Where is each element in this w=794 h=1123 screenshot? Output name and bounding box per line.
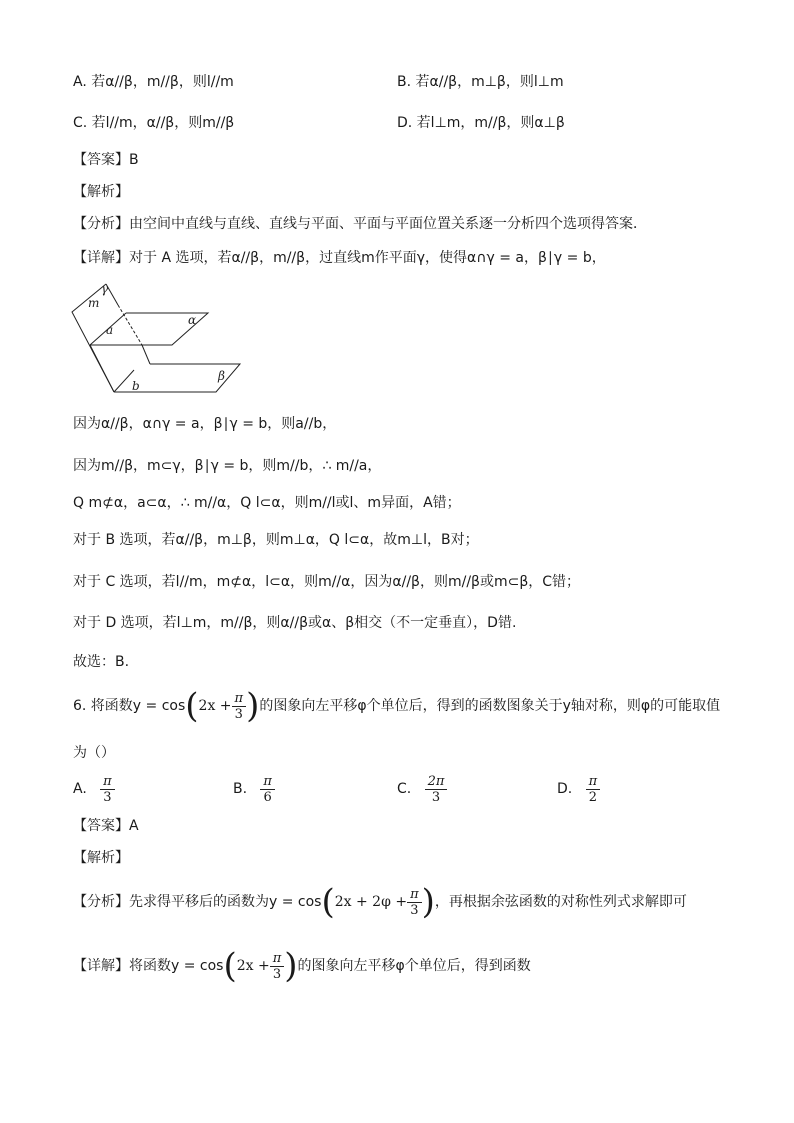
q6-stem-line2: 为（） (73, 745, 115, 761)
q6-analysis: 【分析】先求得平移后的函数为y = cos(2x + 2φ + $\frac{\pi}{3}$ )，再根据余弦函数的对称性列式求解即可 (73, 882, 687, 922)
q6-detail: 【详解】将函数y = cos(2x + $\frac{\pi}{3}$ )的图象向左平移φ个单位后，得到函数 (73, 946, 531, 986)
q5-answer: 【答案】B (73, 152, 139, 168)
q6-answer: 【答案】A (73, 818, 139, 834)
q6-option-b: B. $\frac{\pi}{6}$ (233, 772, 275, 806)
q5-step-2: 因为m//β，m⊂γ，β∣γ = b，则m//b，∴ m//a， (73, 458, 382, 474)
q6-stem: 6. 将函数y = cos(2x + $\frac{\pi}{3}$ )的图象向左平移φ个单位后，得到的函数图象关于y轴对称，则φ的可能取值 (73, 686, 721, 726)
q5-option-b: B. 若α//β，m⊥β，则l⊥m (397, 74, 564, 90)
q5-option-d: D. 若l⊥m，m//β，则α⊥β (397, 115, 565, 131)
q5-choose: 故选：B. (73, 654, 130, 670)
label-a: a (106, 323, 114, 337)
label-m: m (88, 296, 100, 310)
q5-step-3: Q m⊄α，a⊂α，∴ m//α，Q l⊂α，则m//l或l、m异面，A错； (73, 495, 461, 511)
label-alpha: α (188, 313, 197, 327)
q5-option-a: A. 若α//β，m//β，则l//m (73, 74, 234, 90)
q6-stem-arg: 2x + (198, 698, 232, 714)
q6-stem-func: 6. 将函数y = cos (73, 698, 186, 714)
q6-stem-text: 的图象向左平移φ个单位后，得到的函数图象关于y轴对称，则φ的可能取值 (259, 698, 721, 714)
q6-stem-fraction: $\frac{\pi}{3}$ (232, 691, 247, 722)
q5-analysis: 【分析】由空间中直线与直线、直线与平面、平面与平面位置关系逐一分析四个选项得答案． (73, 216, 647, 232)
label-b: b (132, 379, 140, 393)
q5-detail: 【详解】对于 A 选项，若α//β，m//β，过直线m作平面γ，使得α∩γ = a，β∣γ = b， (73, 250, 606, 266)
q6-option-c: C. $\frac{2\pi}{3}$ (397, 772, 447, 806)
q6-option-a: A. $\frac{\pi}{3}$ (73, 772, 115, 806)
q5-option-c: C. 若l//m，α//β，则m//β (73, 115, 235, 131)
q5-analysis-heading: 【解析】 (73, 184, 129, 200)
planes-figure (66, 280, 246, 405)
q6-option-d: D. $\frac{\pi}{2}$ (557, 772, 600, 806)
q5-step-5: 对于 C 选项，若l//m，m⊄α，l⊂α，则m//α，因为α//β，则m//β或m⊂β，C错； (73, 574, 581, 590)
q6-analysis-heading: 【解析】 (73, 850, 129, 866)
q5-step-6: 对于 D 选项，若l⊥m，m//β，则α//β或α、β相交（不一定垂直），D错. (73, 615, 517, 631)
q5-step-4: 对于 B 选项，若α//β，m⊥β，则m⊥α，Q l⊂α，故m⊥l，B对； (73, 532, 479, 548)
q5-step-1: 因为α//β，α∩γ = a，β∣γ = b，则a//b， (73, 416, 337, 432)
label-beta: β (218, 369, 225, 383)
label-gamma: γ (101, 282, 109, 296)
